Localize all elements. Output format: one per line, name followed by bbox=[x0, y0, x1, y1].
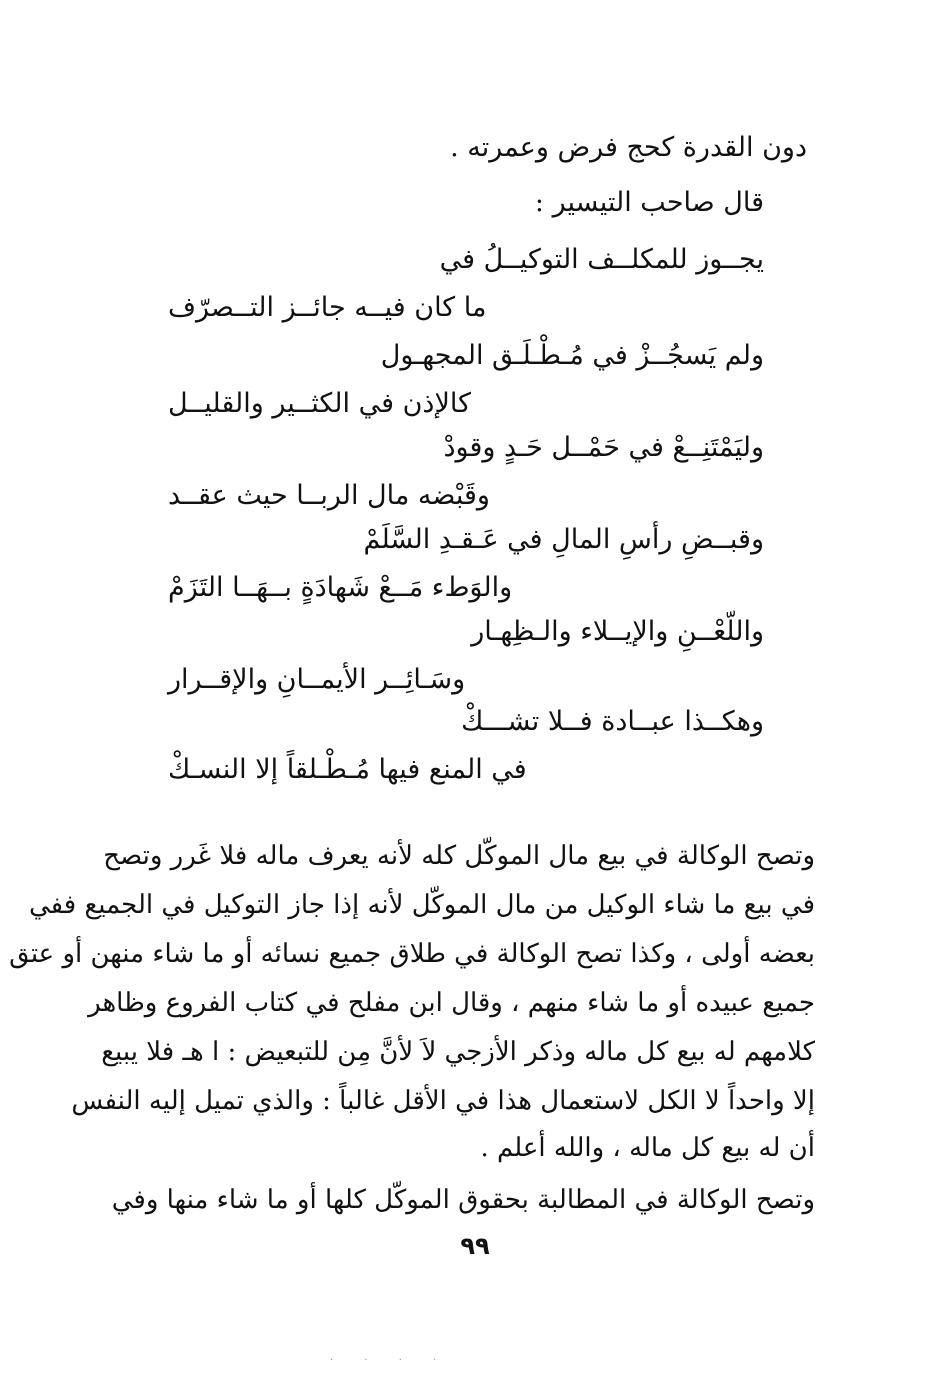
paragraph-1-line-1: وتصح الوكالة في بيع مال الموكّل كله لأنه يعرف ماله فلا غَرر وتصح bbox=[103, 841, 815, 871]
verse-2-first: ولم يَسجُــزْ في مُـطْـلَـق المجهـول bbox=[380, 340, 764, 371]
verse-6-second: في المنع فيها مُـطْـلقاً إلا النسـكْ bbox=[168, 754, 527, 785]
verse-3-first: وليَمْتَنِــعْ في حَمْــل حَـدٍ وقودْ bbox=[443, 432, 764, 463]
verse-2-second: كالإذن في الكثــير والقليــل bbox=[168, 388, 471, 419]
verse-4-first: وقبــضِ رأسِ المالِ في عَـقـدِ السَّلَمْ bbox=[363, 524, 764, 555]
page-number: ٩٩ bbox=[460, 1232, 490, 1260]
verse-3-second: وقَبْضه مال الربــا حيث عقــد bbox=[168, 480, 490, 511]
scan-specks: · · · · bbox=[330, 1355, 451, 1366]
verse-5-first: واللّعْــنِ والإيــلاء والـظِهـار bbox=[471, 616, 764, 647]
paragraph-1-line-2: في بيع ما شاء الوكيل من مال الموكّل لأنه إذا جاز التوكيل في الجميع ففي bbox=[28, 890, 815, 920]
paragraph-1-line-5: كلامهم له بيع كل ماله وذكر الأزجي لاَ لأنَّ مِن للتبعيض : ا هـ فلا يبيع bbox=[101, 1037, 815, 1067]
verse-4-second: والوَطء مَــعْ شَهادَةٍ بــهَــا التَزَمْ bbox=[168, 572, 513, 603]
verse-1-second: ما كان فيــه جائــز التــصرّف bbox=[168, 292, 487, 323]
intro-line-1: دون القدرة كحج فرض وعمرته . bbox=[450, 132, 807, 163]
paragraph-1-line-3: بعضه أولى ، وكذا تصح الوكالة في طلاق جميع نسائه أو ما شاء منهن أو عتق bbox=[9, 939, 815, 969]
paragraph-1-line-7: أن له بيع كل ماله ، والله أعلم . bbox=[480, 1133, 815, 1163]
verse-6-first: وهكــذا عبــادة فــلا تشـــكْ bbox=[461, 706, 764, 737]
paragraph-2-line-1: وتصح الوكالة في المطالبة بحقوق الموكّل كلها أو ما شاء منها وفي bbox=[111, 1185, 815, 1215]
verse-5-second: وسَـائِــر الأيمــانِ والإقــرار bbox=[168, 664, 466, 695]
intro-line-2: قال صاحب التيسير : bbox=[534, 187, 764, 218]
verse-1-first: يجــوز للمكلــف التوكيــلُ في bbox=[439, 244, 764, 275]
paragraph-1-line-6: إلا واحداً لا الكل لاستعمال هذا في الأقل غالباً : والذي تميل إليه النفس bbox=[71, 1086, 815, 1116]
paragraph-1-line-4: جميع عبيده أو ما شاء منهم ، وقال ابن مفلح في كتاب الفروع وظاهر bbox=[88, 988, 815, 1018]
